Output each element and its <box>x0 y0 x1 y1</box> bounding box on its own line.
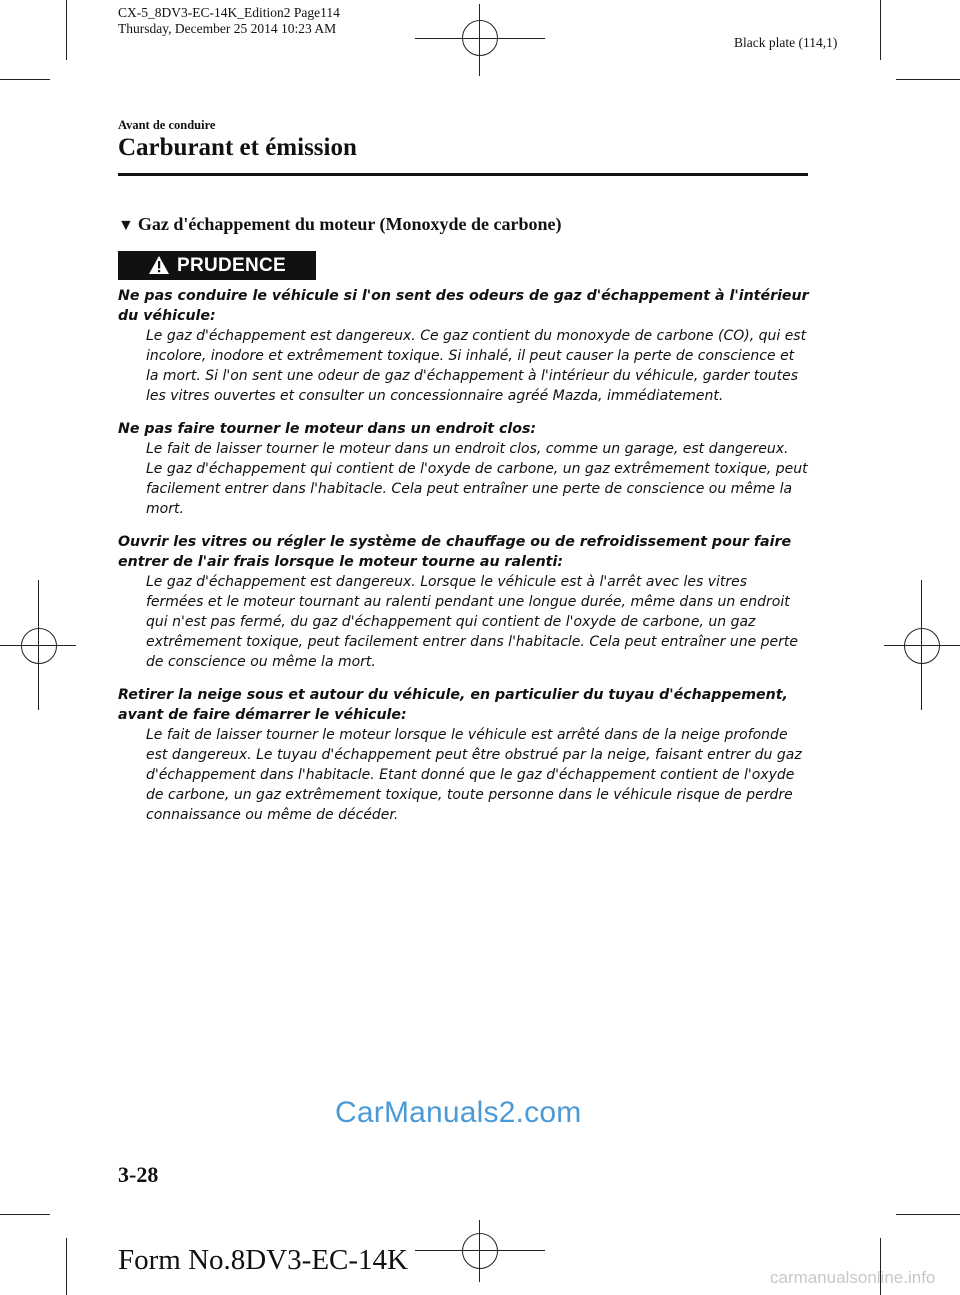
footer-url-link[interactable]: carmanualsonline.info <box>770 1268 936 1287</box>
subsection-title <box>118 214 562 235</box>
caution-item-lead: Ne pas faire tourner le moteur dans un endroit clos: <box>118 421 537 437</box>
form-number: Form No.8DV3-EC-14K <box>118 1244 408 1276</box>
section-label: Avant de conduire <box>118 118 216 132</box>
title-rule <box>118 173 808 176</box>
caution-item <box>118 532 818 672</box>
page-number: 3-28 <box>118 1162 159 1187</box>
caution-badge <box>118 251 316 280</box>
caution-item-body: Le fait de laisser tourner le moteur dans un endroit clos, comme un garage, est dangereux. Le gaz d'échappement qui contient de l'oxyde de carbone, un gaz extrêmement toxique, peut facilement entrer dans l'habitacle. Cela peut entraîner une perte de conscience ou même la mort. <box>146 441 808 517</box>
plate-label: Black plate (114,1) <box>734 35 838 50</box>
subsection-title-text: Gaz d'échappement du moteur (Monoxyde de carbone) <box>137 214 562 234</box>
caution-item-body: Le fait de laisser tourner le moteur lorsque le véhicule est arrêté dans de la neige profonde est dangereux. Le tuyau d'échappement peut être obstrué par la neige, faisant entrer du gaz d'échappement dans l'habitacle. Etant donné que le gaz d'échappement contient de l'oxyde de carbone, un gaz extrêmement toxique, toute personne dans le véhicule risque de perdre connaissance ou même de décéder. <box>146 727 802 823</box>
caution-item <box>118 685 818 825</box>
warning-triangle-icon <box>148 255 170 275</box>
print-slug <box>118 5 340 37</box>
watermark-link[interactable]: CarManuals2.com <box>335 1096 582 1129</box>
slug-line-1: CX-5_8DV3-EC-14K_Edition2 Page114 <box>118 5 340 20</box>
caution-item-body: Le gaz d'échappement est dangereux. Lorsque le véhicule est à l'arrêt avec les vitres fermées et le moteur tournant au ralenti pendant une longue durée, même dans un endroit qui n'est pas fermé, du gaz d'échappement qui contient de l'oxyde de carbone, un gaz extrêmement toxique, peut facilement entrer dans l'habitacle. Cela peut entraîner une perte de conscience ou même la mort. <box>146 574 798 670</box>
caution-item-body: Le gaz d'échappement est dangereux. Ce gaz contient du monoxyde de carbone (CO), qui est incolore, inodore et extrêmement toxique. Si inhalé, il peut causer la perte de conscience et la mort. Si l'on sent une odeur de gaz d'échappement à l'intérieur du véhicule, garder toutes les vitres ouvertes et consulter un concessionnaire agréé Mazda, immédiatement. <box>146 328 807 404</box>
caution-item <box>118 286 818 406</box>
caution-item <box>118 419 818 519</box>
caution-badge-label: PRUDENCE <box>176 254 287 276</box>
caution-item-lead: Ne pas conduire le véhicule si l'on sent des odeurs de gaz d'échappement à l'intérieur du véhicule: <box>118 288 809 324</box>
triangle-down-icon: ▼ <box>118 217 134 234</box>
caution-content <box>118 286 818 838</box>
caution-item-lead: Ouvrir les vitres ou régler le système de chauffage ou de refroidissement pour faire entrer de l'air frais lorsque le moteur tourne au ralenti: <box>118 534 792 570</box>
page-title: Carburant et émission <box>118 134 357 161</box>
caution-item-lead: Retirer la neige sous et autour du véhicule, en particulier du tuyau d'échappement, avant de faire démarrer le véhicule: <box>118 687 788 723</box>
slug-line-2: Thursday, December 25 2014 10:23 AM <box>118 21 337 36</box>
